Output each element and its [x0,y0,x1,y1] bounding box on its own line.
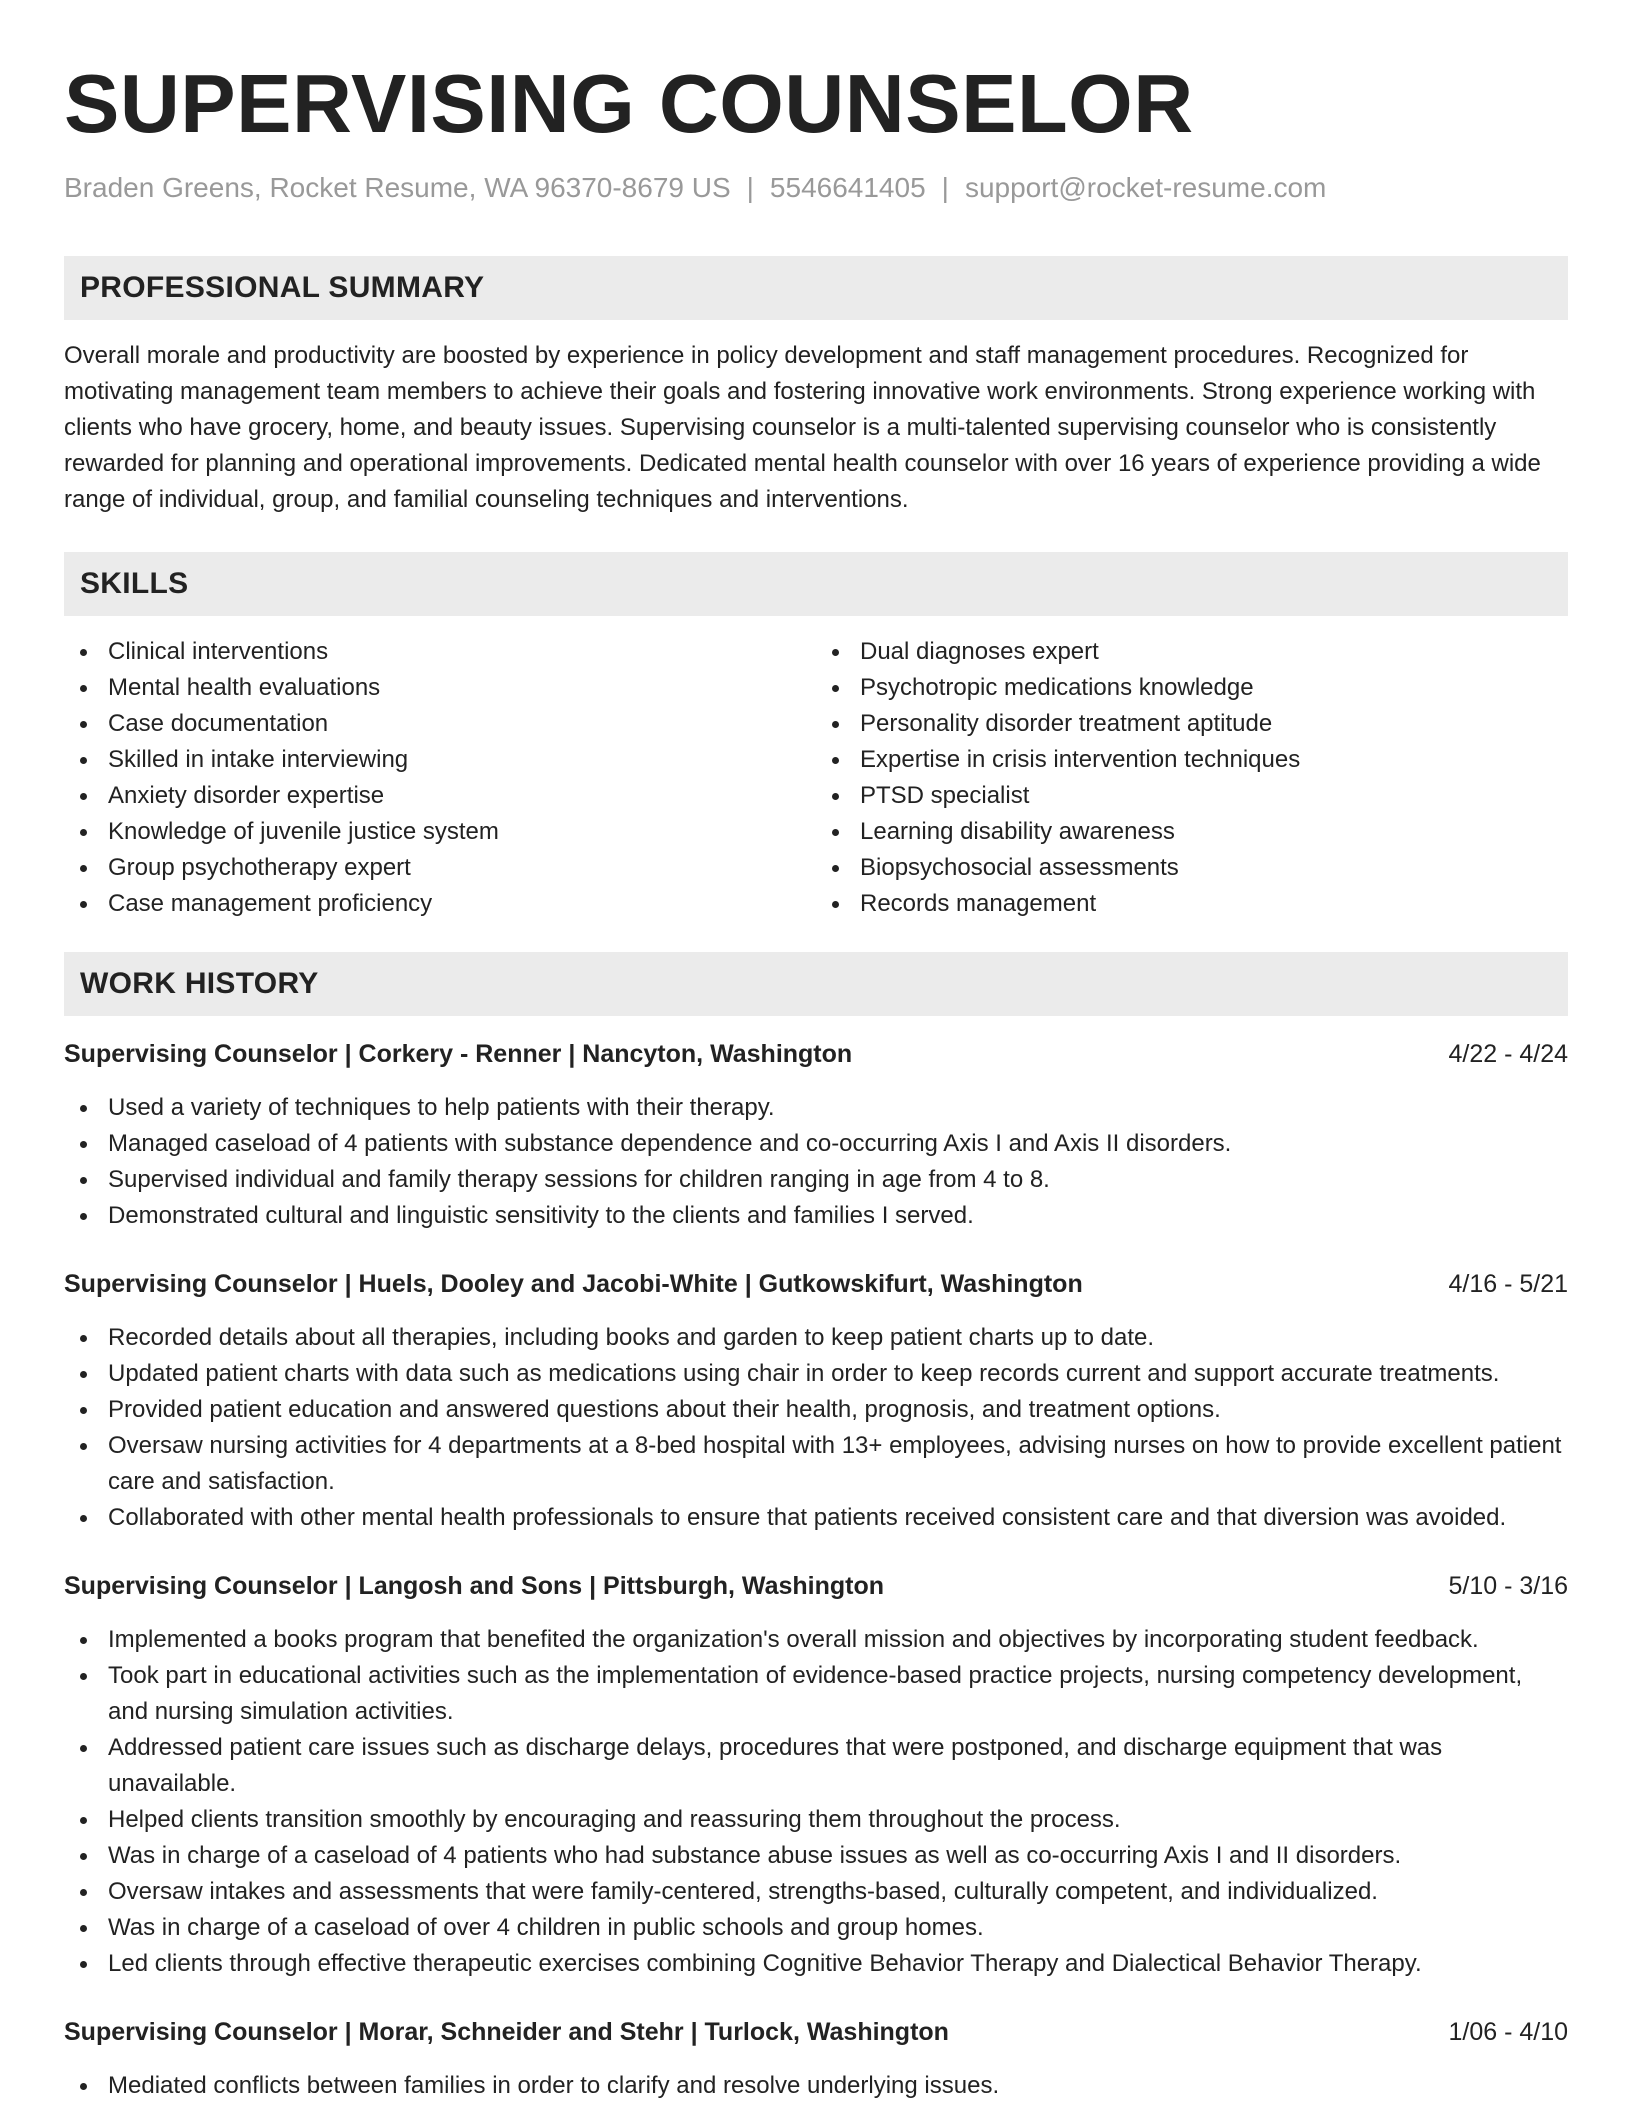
job-bullet: Demonstrated cultural and linguistic sensitivity to the clients and families I served. [64,1198,1568,1234]
skill-item: Records management [816,886,1568,922]
job-bullet: Took part in educational activities such as the implementation of evidence-based practice projects, nursing competency development, and nursing simulation activities. [64,1658,1568,1730]
job-entry [64,1036,1568,1234]
job-bullet: Was in charge of a caseload of over 4 children in public schools and group homes. [64,1910,1568,1946]
contact-line [64,170,1568,206]
summary-text: Overall morale and productivity are boosted by experience in policy development and staff management procedures. Recognized for motivating management team members to achieve their goals and fostering innovative work environments. Strong experience working with clients who have grocery, home, and beauty issues. Supervising counselor is a multi-talented supervising counselor who is consistently rewarded for planning and operational improvements. Dedicated mental health counselor with over 16 years of experience providing a wide range of individual, group, and familial counseling techniques and interventions. [64,342,1541,513]
job-bullets [64,1090,1568,1234]
skill-item: Biopsychosocial assessments [816,850,1568,886]
job-bullet: Implemented a books program that benefited the organization's overall mission and objectives by incorporating student feedback. [64,1622,1568,1658]
skill-item: Skilled in intake interviewing [64,742,816,778]
job-entry [64,1568,1568,1982]
job-dates: 1/06 - 4/10 [1448,2018,1568,2046]
job-bullet: Updated patient charts with data such as medications using chair in order to keep records current and support accurate treatments. [64,1356,1568,1392]
job-entry [64,2014,1568,2104]
job-bullet: Recorded details about all therapies, including books and garden to keep patient charts up to date. [64,1320,1568,1356]
job-bullets [64,1622,1568,1982]
job-bullet: Supervised individual and family therapy sessions for children ranging in age from 4 to 8. [64,1162,1568,1198]
job-dates: 4/16 - 5/21 [1448,1270,1568,1298]
job-dates: 4/22 - 4/24 [1448,1040,1568,1068]
job-title: Supervising Counselor | Morar, Schneider and Stehr | Turlock, Washington [64,2018,949,2046]
skill-item: Personality disorder treatment aptitude [816,706,1568,742]
job-bullet: Addressed patient care issues such as discharge delays, procedures that were postponed, and discharge equipment that was unavailable. [64,1730,1568,1802]
job-bullet: Mediated conflicts between families in order to clarify and resolve underlying issues. [64,2068,1568,2104]
skill-item: Learning disability awareness [816,814,1568,850]
contact-separator: | [941,172,949,203]
job-header [64,1568,1568,1604]
job-bullet: Managed caseload of 4 patients with substance dependence and co-occurring Axis I and Axis II disorders. [64,1126,1568,1162]
job-bullets [64,2068,1568,2104]
job-bullets [64,1320,1568,1536]
skill-item: Mental health evaluations [64,670,816,706]
job-bullet: Was in charge of a caseload of 4 patients who had substance abuse issues as well as co-occurring Axis I and II disorders. [64,1838,1568,1874]
job-header [64,2014,1568,2050]
skills-columns [64,634,1568,922]
job-header [64,1036,1568,1072]
job-bullet: Helped clients transition smoothly by encouraging and reassuring them throughout the process. [64,1802,1568,1838]
job-bullet: Collaborated with other mental health professionals to ensure that patients received consistent care and that diversion was avoided. [64,1500,1568,1536]
skill-item: Expertise in crisis intervention techniques [816,742,1568,778]
skill-item: Dual diagnoses expert [816,634,1568,670]
job-bullet: Oversaw nursing activities for 4 departments at a 8-bed hospital with 13+ employees, advising nurses on how to provide excellent patient care and satisfaction. [64,1428,1568,1500]
section-header-skills: SKILLS [64,552,1568,616]
contact-email: support@rocket-resume.com [964,172,1327,203]
skill-item: Case management proficiency [64,886,816,922]
contact-phone: 5546641405 [769,172,926,203]
job-header [64,1266,1568,1302]
job-bullet: Led clients through effective therapeutic exercises combining Cognitive Behavior Therapy and Dialectical Behavior Therapy. [64,1946,1568,1982]
skill-item: PTSD specialist [816,778,1568,814]
job-dates: 5/10 - 3/16 [1448,1572,1568,1600]
job-bullet: Used a variety of techniques to help patients with their therapy. [64,1090,1568,1126]
job-title: Supervising Counselor | Huels, Dooley and Jacobi-White | Gutkowskifurt, Washington [64,1270,1083,1298]
skills-list-left [64,634,816,922]
skill-item: Clinical interventions [64,634,816,670]
job-title: Supervising Counselor | Corkery - Renner | Nancyton, Washington [64,1040,853,1068]
section-header-summary: PROFESSIONAL SUMMARY [64,256,1568,320]
contact-address: Braden Greens, Rocket Resume, WA 96370-8679 US [64,172,731,203]
skill-item: Group psychotherapy expert [64,850,816,886]
skills-list-right [816,634,1568,922]
candidate-name: SUPERVISING COUNSELOR [64,57,1194,150]
section-header-work-history: WORK HISTORY [64,952,1568,1016]
contact-separator: | [746,172,754,203]
job-title: Supervising Counselor | Langosh and Sons | Pittsburgh, Washington [64,1572,885,1600]
skill-item: Anxiety disorder expertise [64,778,816,814]
skill-item: Knowledge of juvenile justice system [64,814,816,850]
job-bullet: Provided patient education and answered questions about their health, prognosis, and treatment options. [64,1392,1568,1428]
job-bullet: Oversaw intakes and assessments that were family-centered, strengths-based, culturally competent, and individualized. [64,1874,1568,1910]
skill-item: Case documentation [64,706,816,742]
skill-item: Psychotropic medications knowledge [816,670,1568,706]
job-entry [64,1266,1568,1536]
